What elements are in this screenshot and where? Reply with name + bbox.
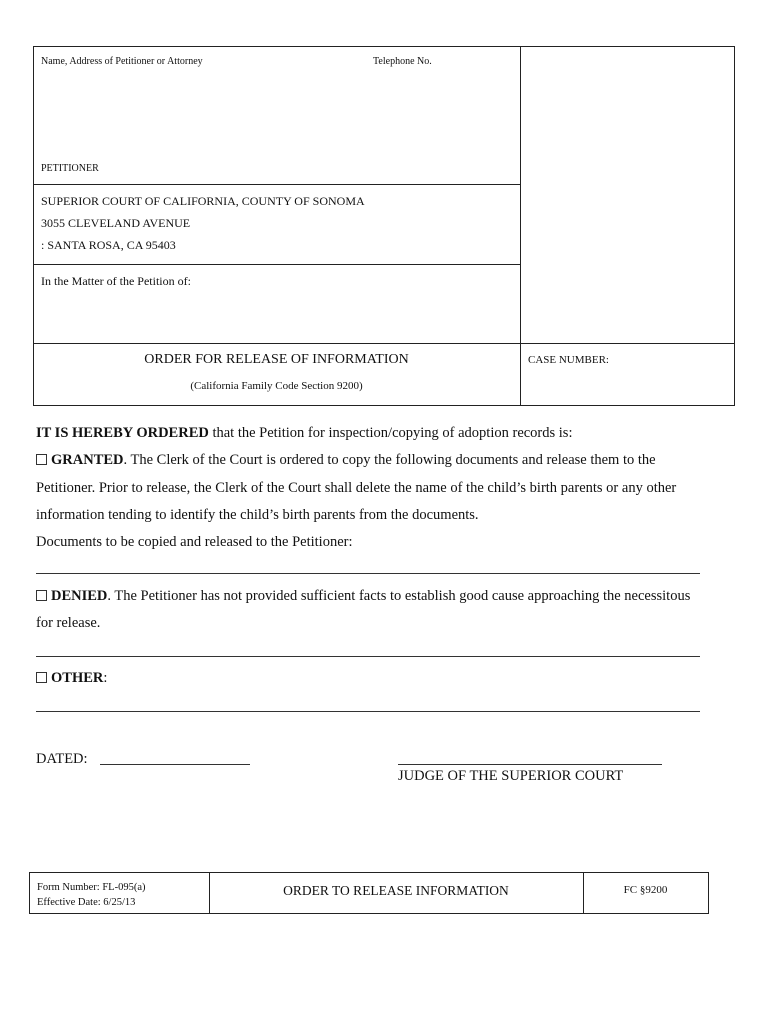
footer-left-border — [29, 872, 30, 914]
documents-label: Documents to be copied and released to the Petitioner: — [36, 534, 353, 550]
granted-line-1 — [36, 452, 656, 469]
denied-checkbox[interactable] — [36, 590, 47, 601]
dated-label: DATED: — [36, 751, 88, 767]
header-right-border — [734, 46, 735, 406]
granted-line-3: information tending to identify the child’s birth parents from the documents. — [36, 507, 479, 523]
order-title: ORDER FOR RELEASE OF INFORMATION — [144, 352, 409, 367]
denied-bold: DENIED — [51, 588, 108, 604]
other-line — [36, 670, 107, 687]
judge-label: JUDGE OF THE SUPERIOR COURT — [398, 768, 624, 784]
other-colon: : — [103, 670, 108, 686]
name-address-label: Name, Address of Petitioner or Attorney — [41, 56, 203, 67]
footer-title: ORDER TO RELEASE INFORMATION — [283, 883, 509, 898]
header-top-border — [33, 46, 735, 47]
dated-fill-line[interactable] — [100, 764, 250, 765]
header-bottom-border — [33, 405, 735, 406]
ordered-statement — [36, 425, 572, 442]
other-checkbox[interactable] — [36, 672, 47, 683]
other-fill-line[interactable] — [36, 711, 700, 712]
granted-checkbox[interactable] — [36, 454, 47, 465]
granted-line-2: Petitioner. Prior to release, the Clerk of the Court shall delete the name of the child’s birth parents or any other — [36, 480, 677, 496]
footer-bottom-border — [29, 913, 709, 914]
header-row-divider-3 — [33, 343, 735, 344]
footer-right-border — [708, 872, 709, 914]
court-city: : SANTA ROSA, CA 95403 — [41, 238, 176, 252]
denied-fill-line[interactable] — [36, 656, 700, 657]
code-reference: FC §9200 — [623, 884, 668, 896]
case-number-label: CASE NUMBER: — [528, 354, 609, 366]
ordered-rest: that the Petition for inspection/copying of adoption records is: — [208, 425, 573, 441]
effective-date: Effective Date: 6/25/13 — [37, 897, 136, 908]
form-number: Form Number: FL-095(a) — [37, 882, 146, 893]
court-street: 3055 CLEVELAND AVENUE — [41, 216, 191, 230]
matter-label: In the Matter of the Petition of: — [41, 274, 191, 288]
ordered-bold: IT IS HEREBY ORDERED — [36, 425, 209, 441]
court-name: SUPERIOR COURT OF CALIFORNIA, COUNTY OF SONOMA — [41, 194, 365, 208]
denied-line-1 — [36, 588, 690, 605]
header-row-divider-1 — [33, 184, 520, 185]
denied-line-2: for release. — [36, 615, 101, 631]
header-column-divider — [520, 46, 521, 406]
telephone-label: Telephone No. — [373, 56, 432, 67]
granted-bold: GRANTED — [51, 452, 124, 468]
footer-top-border — [29, 872, 709, 873]
documents-fill-line[interactable] — [36, 573, 700, 574]
header-row-divider-2 — [33, 264, 520, 265]
denied-text-1: . The Petitioner has not provided sufficient facts to establish good cause approaching the necessitous — [107, 588, 691, 604]
granted-text-1: . The Clerk of the Court is ordered to copy the following documents and release them to the — [123, 452, 656, 468]
order-subtitle: (California Family Code Section 9200) — [190, 380, 363, 392]
petitioner-label: PETITIONER — [41, 163, 99, 174]
judge-signature-line[interactable] — [398, 764, 662, 765]
other-bold: OTHER — [51, 670, 104, 686]
